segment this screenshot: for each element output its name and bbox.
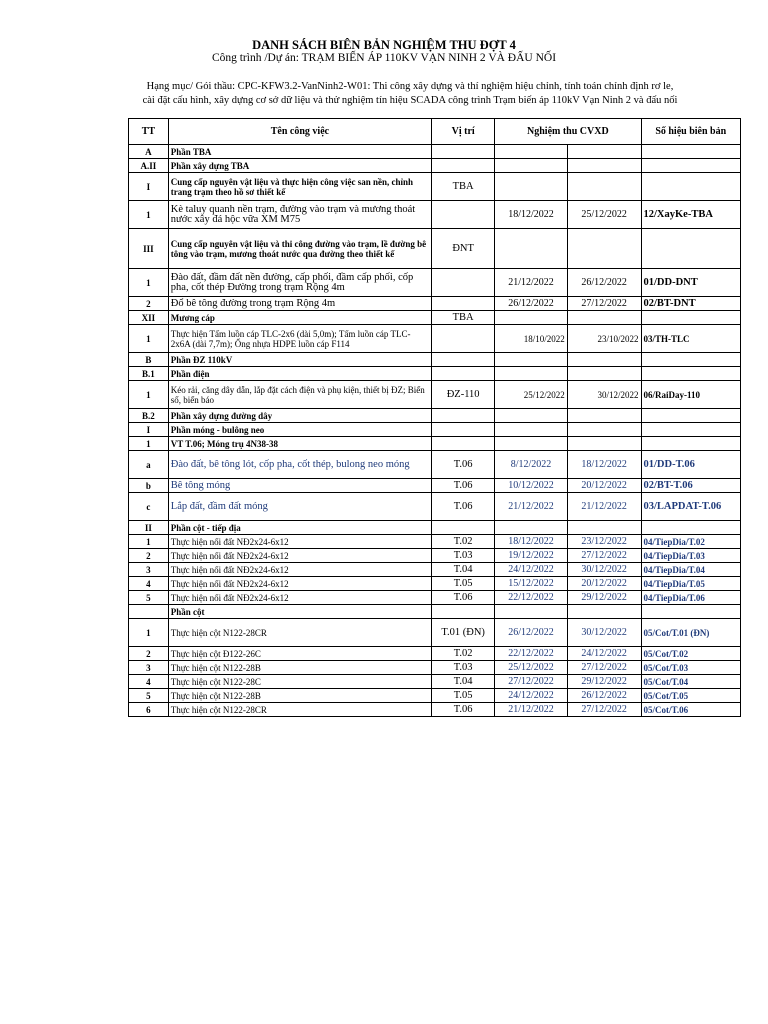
row-end-date-cell: 27/12/2022 [567, 297, 641, 311]
row-record-number-cell [641, 605, 741, 619]
row-position-cell: T.02 [432, 647, 495, 661]
acceptance-records-table [128, 118, 741, 717]
row-tt-cell [129, 605, 169, 619]
row-end-date-cell [567, 173, 641, 201]
row-task-name-cell: Bê tông móng [168, 479, 431, 493]
row-start-date-cell: 22/12/2022 [495, 591, 568, 605]
row-end-date-cell [567, 367, 641, 381]
row-tt-cell: B.2 [129, 409, 169, 423]
table-row [129, 325, 741, 353]
row-record-number-cell: 05/Cot/T.06 [641, 703, 741, 717]
row-task-name-cell: Phần cột [168, 605, 431, 619]
row-task-name-cell: VT T.06; Móng trụ 4N38-38 [168, 437, 431, 451]
row-end-date-cell: 26/12/2022 [567, 689, 641, 703]
row-position-cell: T.06 [432, 493, 495, 521]
document-title: DANH SÁCH BIÊN BẢN NGHIỆM THU ĐỢT 4 [252, 38, 516, 52]
row-record-number-cell: 05/Cot/T.04 [641, 675, 741, 689]
row-task-name-cell: Lắp đất, đầm đất móng [168, 493, 431, 521]
table-row [129, 703, 741, 717]
row-start-date-cell: 10/12/2022 [495, 479, 568, 493]
row-position-cell: T.06 [432, 451, 495, 479]
row-end-date-cell [567, 521, 641, 535]
row-record-number-cell [641, 311, 741, 325]
row-tt-cell: 1 [129, 381, 169, 409]
table-row [129, 493, 741, 521]
row-tt-cell: c [129, 493, 169, 521]
row-tt-cell: 5 [129, 689, 169, 703]
row-end-date-cell: 20/12/2022 [567, 577, 641, 591]
row-start-date-cell: 21/12/2022 [495, 703, 568, 717]
row-position-cell: ĐNT [432, 229, 495, 269]
row-position-cell [432, 159, 495, 173]
row-start-date-cell: 21/12/2022 [495, 269, 568, 297]
row-task-name-cell: Thực hiện cột N122-28CR [168, 703, 431, 717]
row-task-name-cell: Thực hiện cột N122-28C [168, 675, 431, 689]
table-row [129, 311, 741, 325]
table-row [129, 423, 741, 437]
row-start-date-cell: 26/12/2022 [495, 297, 568, 311]
row-position-cell: T.03 [432, 549, 495, 563]
row-task-name-cell: Đổ bê tông đường trong trạm Rộng 4m [168, 297, 431, 311]
row-position-cell [432, 145, 495, 159]
table-row [129, 577, 741, 591]
row-position-cell: ĐZ-110 [432, 381, 495, 409]
table-row [129, 521, 741, 535]
table-row [129, 201, 741, 229]
row-start-date-cell [495, 229, 568, 269]
row-end-date-cell: 26/12/2022 [567, 269, 641, 297]
row-task-name-cell: Phần xây dựng TBA [168, 159, 431, 173]
table-row [129, 173, 741, 201]
row-tt-cell: III [129, 229, 169, 269]
table-row [129, 297, 741, 311]
table-row [129, 367, 741, 381]
header-acceptance-dates: Nghiệm thu CVXD [495, 119, 641, 145]
row-record-number-cell [641, 173, 741, 201]
row-record-number-cell: 04/TiepDia/T.03 [641, 549, 741, 563]
table-body [129, 145, 741, 717]
row-record-number-cell: 06/RaiDay-110 [641, 381, 741, 409]
row-end-date-cell: 27/12/2022 [567, 661, 641, 675]
row-start-date-cell: 24/12/2022 [495, 563, 568, 577]
row-tt-cell: I [129, 423, 169, 437]
row-position-cell: T.04 [432, 563, 495, 577]
row-task-name-cell: Phần xây dựng đường dây [168, 409, 431, 423]
row-position-cell: TBA [432, 173, 495, 201]
row-start-date-cell: 25/12/2022 [495, 661, 568, 675]
row-tt-cell: 3 [129, 563, 169, 577]
row-position-cell [432, 325, 495, 353]
row-record-number-cell: 05/Cot/T.01 (ĐN) [641, 619, 741, 647]
table-row [129, 619, 741, 647]
row-task-name-cell: Thực hiện nối đất NĐ2x24-6x12 [168, 563, 431, 577]
row-tt-cell: B.1 [129, 367, 169, 381]
row-task-name-cell: Thực hiện nối đất NĐ2x24-6x12 [168, 591, 431, 605]
row-record-number-cell: 04/TiepDia/T.02 [641, 535, 741, 549]
table-row [129, 381, 741, 409]
row-position-cell [432, 297, 495, 311]
row-tt-cell: 1 [129, 619, 169, 647]
row-start-date-cell [495, 521, 568, 535]
row-position-cell: T.01 (ĐN) [432, 619, 495, 647]
row-start-date-cell [495, 311, 568, 325]
table-row [129, 563, 741, 577]
table-row [129, 661, 741, 675]
row-tt-cell: I [129, 173, 169, 201]
row-record-number-cell: 04/TiepDia/T.06 [641, 591, 741, 605]
table-row [129, 409, 741, 423]
row-record-number-cell: 04/TiepDia/T.05 [641, 577, 741, 591]
row-task-name-cell: Cung cấp nguyên vật liệu và thực hiện công việc san nền, chỉnh trang trạm theo hồ sơ thiết kế [168, 173, 431, 201]
row-position-cell [432, 269, 495, 297]
row-task-name-cell: Đào đất, đầm đất nền đường, cấp phối, đầm cấp phối, cốp pha, cốt thép Đường trong trạm Rộng 4m [168, 269, 431, 297]
row-end-date-cell: 18/12/2022 [567, 451, 641, 479]
row-record-number-cell [641, 409, 741, 423]
row-tt-cell: 1 [129, 535, 169, 549]
row-start-date-cell [495, 605, 568, 619]
row-position-cell [432, 521, 495, 535]
row-task-name-cell: Kè taluy quanh nền trạm, đường vào trạm và mương thoát nước xây đá hộc vữa XM M75 [168, 201, 431, 229]
row-tt-cell: 3 [129, 661, 169, 675]
row-record-number-cell [641, 145, 741, 159]
table-row [129, 159, 741, 173]
row-record-number-cell: 05/Cot/T.05 [641, 689, 741, 703]
row-end-date-cell: 23/12/2022 [567, 535, 641, 549]
row-tt-cell: 4 [129, 577, 169, 591]
row-tt-cell: XII [129, 311, 169, 325]
row-position-cell: T.05 [432, 689, 495, 703]
row-end-date-cell: 20/12/2022 [567, 479, 641, 493]
row-tt-cell: a [129, 451, 169, 479]
header-task-name: Tên công việc [168, 119, 431, 145]
row-start-date-cell [495, 159, 568, 173]
row-end-date-cell [567, 409, 641, 423]
row-end-date-cell [567, 311, 641, 325]
table-row [129, 591, 741, 605]
row-record-number-cell [641, 159, 741, 173]
table-row [129, 269, 741, 297]
row-tt-cell: 1 [129, 325, 169, 353]
row-tt-cell: 2 [129, 549, 169, 563]
row-end-date-cell: 29/12/2022 [567, 591, 641, 605]
row-record-number-cell: 03/TH-TLC [641, 325, 741, 353]
table-row [129, 451, 741, 479]
row-task-name-cell: Thực hiện cột Đ122-26C [168, 647, 431, 661]
row-end-date-cell: 30/12/2022 [567, 619, 641, 647]
row-end-date-cell [567, 353, 641, 367]
row-task-name-cell: Phần điện [168, 367, 431, 381]
row-end-date-cell: 27/12/2022 [567, 703, 641, 717]
row-position-cell [432, 353, 495, 367]
table-row [129, 605, 741, 619]
row-start-date-cell [495, 409, 568, 423]
row-task-name-cell: Phần ĐZ 110kV [168, 353, 431, 367]
project-subtitle: Công trình /Dự án: TRẠM BIẾN ÁP 110KV VẠN NINH 2 VÀ ĐẤU NỐI [211, 52, 557, 64]
row-task-name-cell: Thực hiện Tấm luồn cáp TLC-2x6 (dài 5,0m); Tấm luồn cáp TLC-2x6A (dài 7,7m); Ống nhựa HDPE luồn cáp F114 [168, 325, 431, 353]
table-row [129, 535, 741, 549]
row-task-name-cell: Đào đất, bê tông lót, cốp pha, cốt thép, bulong neo móng [168, 451, 431, 479]
header-position: Vị trí [432, 119, 495, 145]
row-position-cell: T.02 [432, 535, 495, 549]
row-tt-cell: B [129, 353, 169, 367]
row-tt-cell: 1 [129, 437, 169, 451]
row-tt-cell: 5 [129, 591, 169, 605]
row-start-date-cell [495, 173, 568, 201]
table-header-row [129, 119, 741, 145]
row-task-name-cell: Cung cấp nguyên vật liệu và thi công đường vào trạm, lề đường bê tông vào trạm, mương thoát nước qua đường theo thiết kế [168, 229, 431, 269]
row-task-name-cell: Thực hiện nối đất NĐ2x24-6x12 [168, 549, 431, 563]
row-position-cell: T.06 [432, 703, 495, 717]
row-position-cell [432, 367, 495, 381]
table-row [129, 675, 741, 689]
row-position-cell: T.04 [432, 675, 495, 689]
row-tt-cell: 6 [129, 703, 169, 717]
row-end-date-cell: 27/12/2022 [567, 549, 641, 563]
row-end-date-cell: 29/12/2022 [567, 675, 641, 689]
table-row [129, 647, 741, 661]
row-end-date-cell [567, 437, 641, 451]
row-record-number-cell: 01/DD-T.06 [641, 451, 741, 479]
row-task-name-cell: Kéo rải, căng dây dẫn, lắp đặt cách điện và phụ kiện, thiết bị ĐZ; Biển số, biển báo [168, 381, 431, 409]
row-task-name-cell: Mương cáp [168, 311, 431, 325]
row-start-date-cell: 15/12/2022 [495, 577, 568, 591]
row-start-date-cell [495, 353, 568, 367]
row-record-number-cell [641, 521, 741, 535]
row-end-date-cell: 30/12/2022 [567, 563, 641, 577]
row-end-date-cell [567, 605, 641, 619]
row-record-number-cell [641, 229, 741, 269]
table-row [129, 479, 741, 493]
row-start-date-cell: 26/12/2022 [495, 619, 568, 647]
row-end-date-cell: 24/12/2022 [567, 647, 641, 661]
row-task-name-cell: Thực hiện nối đất NĐ2x24-6x12 [168, 577, 431, 591]
row-record-number-cell: 02/BT-DNT [641, 297, 741, 311]
table-row [129, 437, 741, 451]
row-record-number-cell: 02/BT-T.06 [641, 479, 741, 493]
row-position-cell: T.06 [432, 591, 495, 605]
row-tt-cell: 2 [129, 647, 169, 661]
row-end-date-cell [567, 145, 641, 159]
row-end-date-cell [567, 229, 641, 269]
row-task-name-cell: Thực hiện cột N122-28B [168, 661, 431, 675]
row-position-cell [432, 437, 495, 451]
row-position-cell: T.05 [432, 577, 495, 591]
row-start-date-cell: 18/12/2022 [495, 201, 568, 229]
row-record-number-cell [641, 353, 741, 367]
row-start-date-cell [495, 367, 568, 381]
row-record-number-cell [641, 437, 741, 451]
row-position-cell: T.06 [432, 479, 495, 493]
row-task-name-cell: Phần cột - tiếp địa [168, 521, 431, 535]
row-start-date-cell: 27/12/2022 [495, 675, 568, 689]
row-record-number-cell [641, 367, 741, 381]
row-start-date-cell: 21/12/2022 [495, 493, 568, 521]
row-tt-cell: A [129, 145, 169, 159]
row-record-number-cell: 03/LAPDAT-T.06 [641, 493, 741, 521]
row-position-cell: TBA [432, 311, 495, 325]
row-tt-cell: 2 [129, 297, 169, 311]
row-tt-cell: II [129, 521, 169, 535]
row-tt-cell: A.II [129, 159, 169, 173]
row-end-date-cell [567, 159, 641, 173]
row-record-number-cell: 05/Cot/T.02 [641, 647, 741, 661]
package-description-line2: cài đặt cấu hình, xây dựng cơ sở dữ liệu và thử nghiệm tín hiệu SCADA công trình Trạm biến áp 110kV Vạn Ninh 2 và đấu nối [142, 95, 678, 106]
row-task-name-cell: Phần TBA [168, 145, 431, 159]
table-row [129, 689, 741, 703]
row-position-cell [432, 423, 495, 437]
row-end-date-cell: 23/10/2022 [567, 325, 641, 353]
row-position-cell [432, 201, 495, 229]
row-record-number-cell: 01/DD-DNT [641, 269, 741, 297]
row-start-date-cell: 22/12/2022 [495, 647, 568, 661]
row-task-name-cell: Thực hiện cột N122-28CR [168, 619, 431, 647]
table-row [129, 353, 741, 367]
row-tt-cell: 4 [129, 675, 169, 689]
row-start-date-cell: 8/12/2022 [495, 451, 568, 479]
row-end-date-cell: 25/12/2022 [567, 201, 641, 229]
header-record-number: Số hiệu biên bản [641, 119, 741, 145]
row-task-name-cell: Phần móng - bulông neo [168, 423, 431, 437]
row-tt-cell: 1 [129, 269, 169, 297]
header-tt: TT [129, 119, 169, 145]
row-end-date-cell [567, 423, 641, 437]
row-start-date-cell: 18/10/2022 [495, 325, 568, 353]
row-start-date-cell [495, 423, 568, 437]
row-position-cell [432, 605, 495, 619]
row-tt-cell: b [129, 479, 169, 493]
row-start-date-cell: 18/12/2022 [495, 535, 568, 549]
row-start-date-cell: 19/12/2022 [495, 549, 568, 563]
row-task-name-cell: Thực hiện cột N122-28B [168, 689, 431, 703]
row-record-number-cell: 12/XayKe-TBA [641, 201, 741, 229]
row-start-date-cell: 25/12/2022 [495, 381, 568, 409]
row-record-number-cell: 04/TiepDia/T.04 [641, 563, 741, 577]
row-tt-cell: 1 [129, 201, 169, 229]
package-description-line1: Hạng mục/ Gói thầu: CPC-KFW3.2-VanNinh2-W01: Thi công xây dựng và thí nghiệm hiệu chỉnh, tính toán chỉnh định rơ le, [146, 81, 674, 92]
row-end-date-cell: 21/12/2022 [567, 493, 641, 521]
row-start-date-cell [495, 437, 568, 451]
table-row [129, 549, 741, 563]
table-row [129, 229, 741, 269]
row-task-name-cell: Thực hiện nối đất NĐ2x24-6x12 [168, 535, 431, 549]
row-end-date-cell: 30/12/2022 [567, 381, 641, 409]
row-position-cell [432, 409, 495, 423]
row-start-date-cell [495, 145, 568, 159]
row-record-number-cell: 05/Cot/T.03 [641, 661, 741, 675]
row-start-date-cell: 24/12/2022 [495, 689, 568, 703]
row-record-number-cell [641, 423, 741, 437]
row-position-cell: T.03 [432, 661, 495, 675]
table-row [129, 145, 741, 159]
